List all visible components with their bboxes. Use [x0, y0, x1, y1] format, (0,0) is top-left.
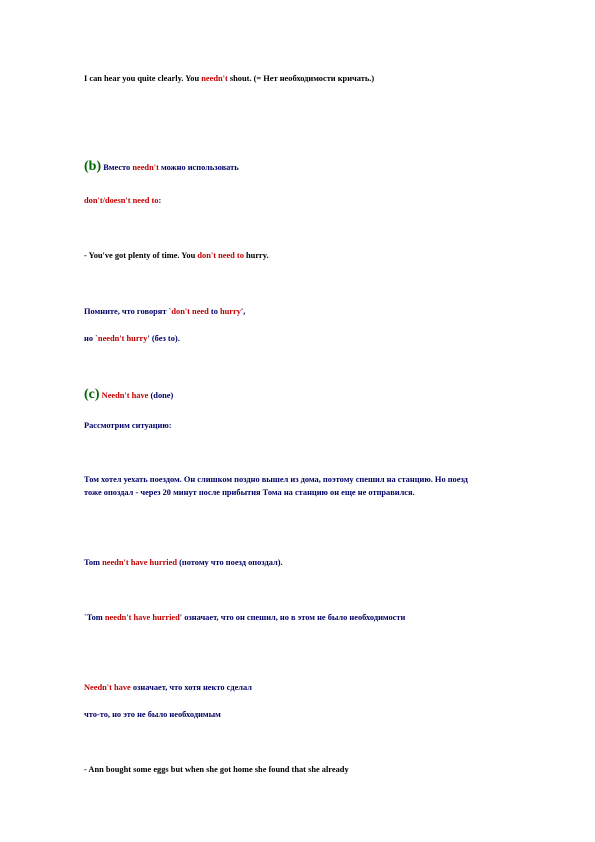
section-b-marker: (b)	[84, 159, 102, 174]
example-shout-translation: shout. (= Нет необходимости кричать.)	[227, 74, 375, 83]
example-shout-text: I can hear you quite clearly. You	[84, 74, 202, 83]
neednt-highlight: needn't	[201, 74, 228, 83]
example-hurry-text: - You've got plenty of time. You	[84, 251, 198, 260]
section-b-heading	[84, 161, 239, 173]
tom-example	[84, 557, 283, 568]
example-eggs: - Ann bought some eggs but when she got home she found that she already	[84, 765, 349, 774]
hurry-highlight: hurry	[219, 307, 241, 316]
neednt-have-highlight: Needn't have	[101, 391, 149, 400]
but-line	[84, 333, 180, 344]
neednt-highlight: needn't	[132, 163, 159, 172]
neednt-have-hurried-highlight: needn't have hurried	[104, 613, 180, 622]
dont-need-to-highlight: don't/doesn't need to	[84, 196, 159, 205]
rule-continuation: что-то, но это не было необходимым	[84, 710, 221, 719]
meaning-line	[84, 612, 405, 623]
dont-need-highlight: don't need	[171, 307, 209, 316]
section-b-text: Вместо	[101, 163, 133, 172]
section-c-marker: (c)	[84, 387, 100, 402]
remember-text: Помните, что говорят `	[84, 307, 172, 316]
quote-end: ',	[240, 307, 246, 316]
neednt-hurry-highlight: needn't hurry	[97, 334, 148, 343]
tom-quote-start: `Tom	[84, 613, 105, 622]
situation-paragraph: Том хотел уехать поездом. Он слишком поздно вышел из дома, поэтому спешил на станцию. Но поезд тоже опоздал - через 20 минут после прибытия Тома на станцию он еще не отправился.	[84, 475, 468, 497]
section-b-text-end: можно использовать	[158, 163, 239, 172]
remember-line	[84, 306, 245, 317]
neednt-have-highlight: Needn't have	[84, 683, 131, 692]
example-shout	[84, 73, 374, 84]
colon: :	[158, 196, 162, 205]
done-text: (done)	[148, 391, 174, 400]
dont-need-to-line	[84, 195, 161, 206]
without-to-text: ' (без to).	[147, 334, 180, 343]
neednt-have-hurried-highlight: needn't have hurried	[102, 558, 177, 567]
neednt-have-rule	[84, 682, 252, 693]
but-text: но `	[84, 334, 98, 343]
rule-text: означает, что хотя некто сделал	[130, 683, 252, 692]
example-hurry	[84, 250, 269, 261]
section-c-heading	[84, 389, 173, 401]
to-word: to	[208, 307, 220, 316]
example-hurry-end: hurry.	[243, 251, 269, 260]
meaning-text: ' означает, что он спешил, но в этом не было необходимости	[179, 613, 406, 622]
reason-text: (потому что поезд опоздал).	[177, 558, 283, 567]
tom-word: Tom	[84, 558, 103, 567]
dont-need-to-highlight: don't need to	[197, 251, 244, 260]
consider-line: Рассмотрим ситуацию:	[84, 421, 172, 430]
